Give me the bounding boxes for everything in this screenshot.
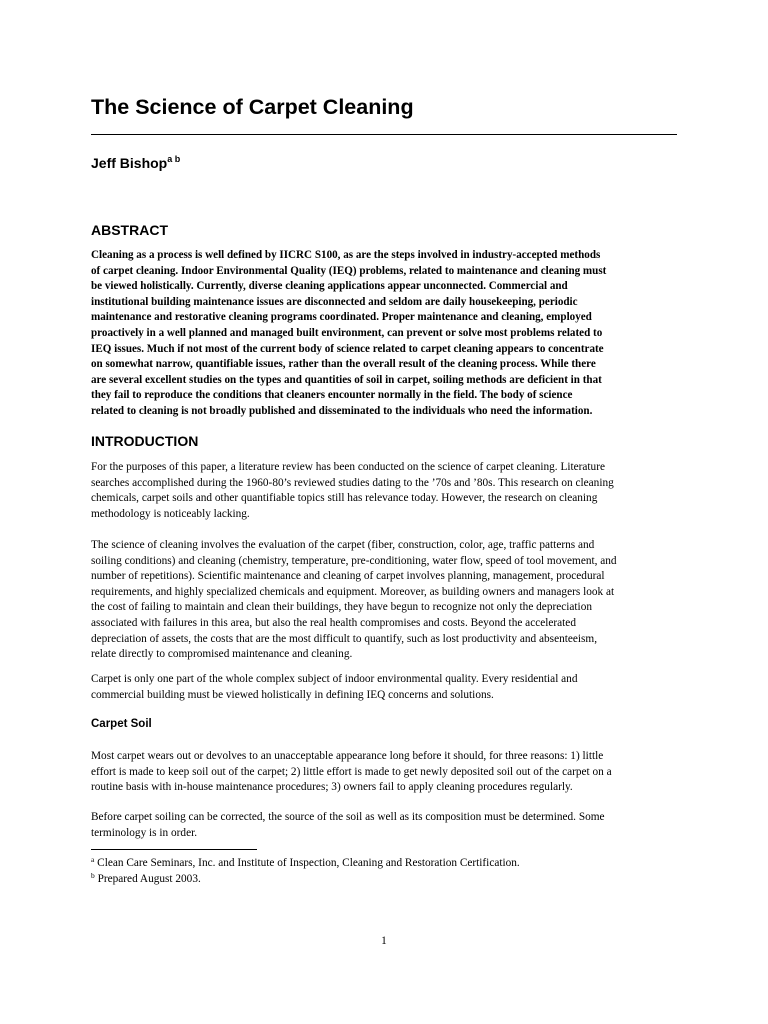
abstract-body	[91, 248, 691, 420]
paragraph-line: Most carpet wears out or devolves to an unacceptable appearance long before it should, for three reasons: 1) little	[91, 750, 604, 762]
paragraph-line: The science of cleaning involves the evaluation of the carpet (fiber, construction, color, age, traffic patterns and	[91, 539, 595, 551]
footnote-divider	[91, 849, 257, 850]
abstract-line: be viewed holistically. Currently, diverse cleaning applications appear unconnected. Commercial and	[91, 280, 568, 293]
author-name: Jeff Bishop	[91, 155, 168, 171]
paragraph-line: depreciation of assets, the costs that are the most difficult to quantify, such as lost productivity and absenteeism,	[91, 632, 598, 645]
paragraph-line: searches accomplished during the 1960-80’s reviewed studies dating to the ’70s and ’80s. This research on cleaning	[91, 476, 614, 489]
carpet-soil-paragraph-2	[91, 810, 691, 841]
paragraph-line: soiling conditions) and cleaning (chemistry, temperature, pre-conditioning, water flow, speed of tool movement, and	[91, 554, 617, 567]
abstract-line: Cleaning as a process is well defined by IICRC S100, as are the steps involved in industry-accepted methods	[91, 249, 601, 261]
paragraph-line: effort is made to keep soil out of the carpet; 2) little effort is made to get newly deposited soil out of the carpet on a	[91, 765, 612, 778]
paragraph-line: relate directly to compromised maintenance and cleaning.	[91, 648, 353, 661]
paper-title: The Science of Carpet Cleaning	[91, 95, 414, 119]
abstract-line: of carpet cleaning. Indoor Environmental Quality (IEQ) problems, related to maintenance and cleaning must	[91, 264, 607, 277]
carpet-soil-paragraph-1	[91, 749, 691, 796]
footnote-b	[91, 872, 201, 887]
paragraph-line: number of repetitions). Scientific maintenance and cleaning of carpet involves planning, management, procedural	[91, 570, 605, 583]
paragraph-line: requirements, and highly specialized chemicals and equipment. Moreover, as building owners and managers look at	[91, 585, 615, 598]
paragraph-line: the cost of failing to maintain and clean their buildings, they have begun to recognize not only the depreciation	[91, 601, 592, 614]
footnote-text: Clean Care Seminars, Inc. and Institute of Inspection, Cleaning and Restoration Certification.	[94, 857, 520, 869]
paragraph-line: methodology is noticeably lacking.	[91, 507, 250, 520]
footnote-text: Prepared August 2003.	[94, 873, 201, 885]
carpet-soil-heading: Carpet Soil	[91, 718, 152, 730]
abstract-line: related to cleaning is not broadly published and disseminated to the individuals who need the information.	[91, 404, 593, 417]
paragraph-line: chemicals, carpet soils and other quantifiable topics still has relevance today. However, the research on cleaning	[91, 492, 598, 505]
paragraph-line: For the purposes of this paper, a literature review has been conducted on the science of carpet cleaning. Literature	[91, 461, 605, 473]
title-divider	[91, 134, 677, 135]
abstract-line: they fail to reproduce the conditions that cleaners encounter normally in the field. The body of science	[91, 389, 573, 402]
page-number: 1	[381, 935, 387, 947]
footnote-mark: b	[91, 871, 95, 880]
paragraph-line: routine basis with in-house maintenance procedures; 3) owners fail to apply cleaning procedures regularly.	[91, 781, 573, 794]
paragraph-line: Carpet is only one part of the whole complex subject of indoor environmental quality. Every residential and	[91, 673, 578, 685]
paragraph-line: commercial building must be viewed holistically in defining IEQ concerns and solutions.	[91, 688, 494, 701]
abstract-heading: ABSTRACT	[91, 222, 168, 238]
author-affiliation-marks: a b	[167, 154, 181, 164]
abstract-line: are several excellent studies on the types and quantities of soil in carpet, soiling methods are deficient in that	[91, 373, 602, 386]
footnote-a	[91, 856, 520, 871]
paragraph-line: Before carpet soiling can be corrected, the source of the soil as well as its composition must be determined. Some	[91, 811, 605, 823]
abstract-line: on somewhat narrow, quantifiable issues, rather than the overall result of the cleaning process. While there	[91, 358, 596, 371]
introduction-paragraph-1	[91, 460, 691, 522]
paragraph-line: terminology is in order.	[91, 826, 198, 839]
introduction-paragraph-3	[91, 672, 691, 703]
abstract-line: institutional building maintenance issues are disconnected and seldom are daily housekeeping, periodic	[91, 295, 578, 308]
author-line	[91, 153, 180, 173]
abstract-line: proactively in a well planned and managed built environment, can prevent or solve most problems related to	[91, 326, 603, 339]
footnote-mark: a	[91, 855, 95, 864]
introduction-heading: INTRODUCTION	[91, 433, 199, 449]
paragraph-line: associated with failures in this area, but also the real health compromises and costs. Beyond the accelerated	[91, 616, 576, 629]
abstract-line: maintenance and restorative cleaning programs coordinated. Proper maintenance and cleaning, employed	[91, 311, 592, 324]
abstract-line: IEQ issues. Much if not most of the current body of science related to carpet cleaning appears to concentrate	[91, 342, 604, 355]
introduction-paragraph-2	[91, 538, 691, 663]
